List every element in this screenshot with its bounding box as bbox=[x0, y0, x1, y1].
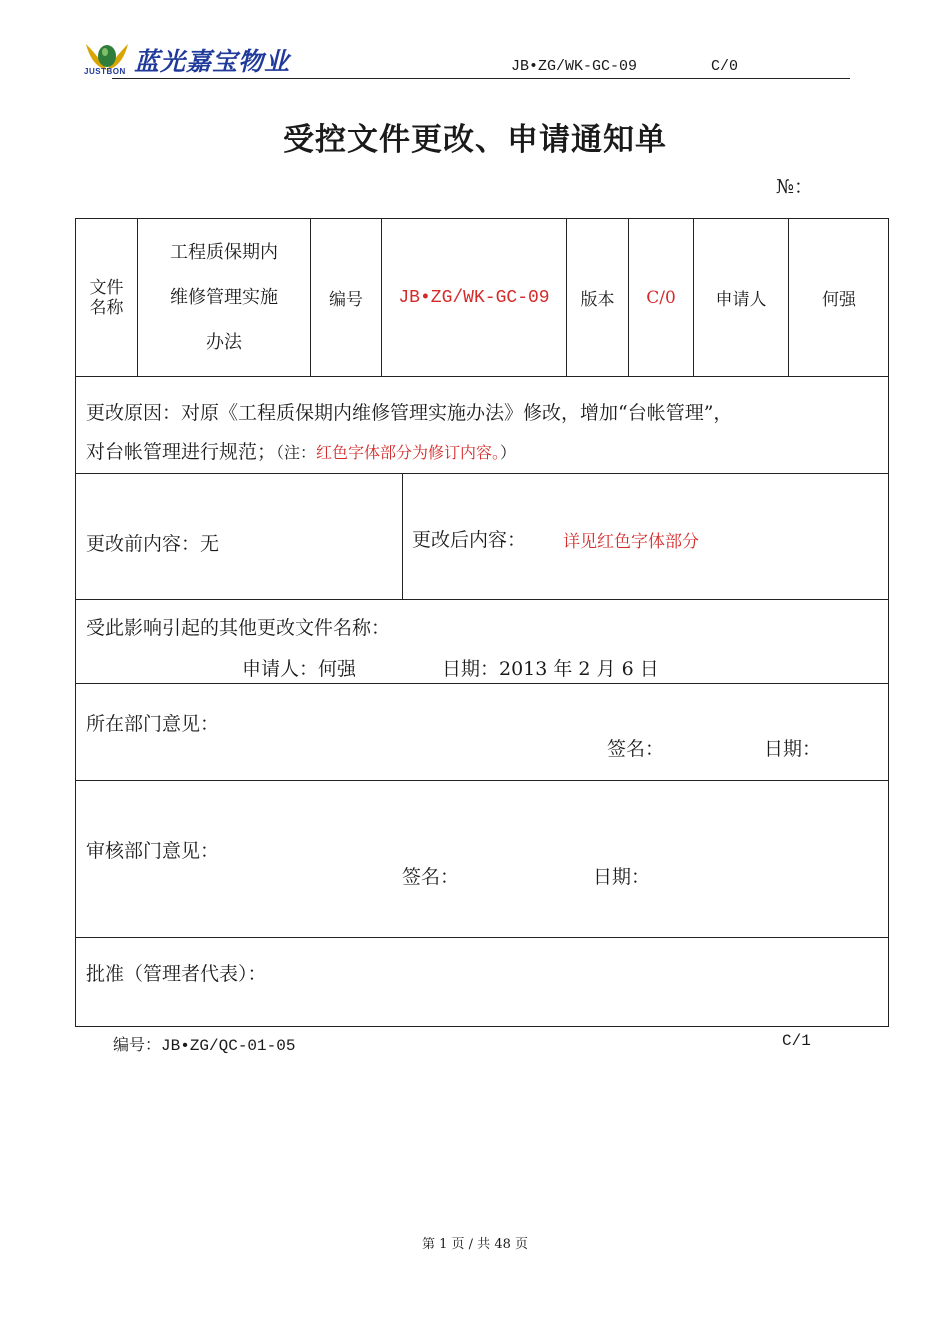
file-name-value-line: 办法 bbox=[206, 332, 242, 353]
review-opinion-label: 审核部门意见： bbox=[86, 840, 220, 862]
applicant-label: 申请人 bbox=[715, 290, 767, 310]
footer-code-value: JB•ZG/QC-01-05 bbox=[161, 1037, 296, 1055]
dept-signature-label: 签名： bbox=[607, 738, 665, 760]
content-before: 更改前内容：无 bbox=[86, 533, 220, 555]
footer-doc-code bbox=[113, 1032, 295, 1055]
revision-note-close: ） bbox=[500, 443, 517, 462]
row-divider bbox=[76, 376, 888, 377]
change-reason-text: 对台帐管理进行规范； bbox=[86, 441, 277, 463]
header-divider bbox=[112, 78, 850, 79]
file-name-value-line: 工程质保期内 bbox=[170, 242, 278, 263]
header-doc-code: JB•ZG/WK-GC-09 bbox=[511, 58, 638, 75]
affected-docs-label: 受此影响引起的其他更改文件名称： bbox=[86, 617, 391, 639]
applicant-signature: 申请人：何强 bbox=[242, 658, 357, 680]
dept-opinion-label: 所在部门意见： bbox=[86, 713, 220, 735]
row-divider bbox=[76, 683, 888, 684]
brand-name-en: JUSTBON bbox=[84, 67, 126, 76]
version-value: C/0 bbox=[646, 287, 676, 308]
number-label: №： bbox=[776, 176, 813, 198]
brand-name: 蓝光嘉宝物业 bbox=[134, 47, 291, 76]
file-name-label bbox=[76, 219, 137, 376]
apply-date: 日期：2013 年 2 月 6 日 bbox=[442, 658, 659, 680]
row-divider bbox=[76, 599, 888, 600]
content-after-label: 更改后内容： bbox=[412, 529, 527, 551]
change-reason-line: 更改原因：对原《工程质保期内维修管理实施办法》修改，增加“台帐管理”， bbox=[86, 402, 733, 424]
page-title: 受控文件更改、申请通知单 bbox=[283, 122, 667, 158]
col-divider bbox=[402, 473, 403, 599]
review-signature-label: 签名： bbox=[402, 866, 460, 888]
dept-date-label: 日期： bbox=[764, 738, 822, 760]
code-label: 编号 bbox=[329, 290, 363, 310]
row-divider bbox=[76, 780, 888, 781]
row-divider bbox=[76, 473, 888, 474]
change-request-form bbox=[75, 218, 889, 1027]
version-label: 版本 bbox=[580, 290, 615, 310]
header-doc-version: C/0 bbox=[711, 58, 739, 75]
content-after-value: 详见红色字体部分 bbox=[563, 532, 699, 552]
change-reason-line bbox=[86, 437, 516, 464]
row-divider bbox=[76, 937, 888, 938]
revision-note: 红色字体部分为修订内容。 bbox=[316, 443, 501, 462]
file-name-label-line: 文件 bbox=[89, 277, 124, 298]
footer-version: C/1 bbox=[782, 1032, 811, 1050]
applicant-value: 何强 bbox=[822, 290, 856, 310]
approval-label: 批准（管理者代表）： bbox=[86, 963, 267, 985]
page-number: 第 1 页 / 共 48 页 bbox=[422, 1237, 528, 1252]
footer-code-label: 编号： bbox=[113, 1035, 162, 1054]
code-value: JB•ZG/WK-GC-09 bbox=[398, 287, 550, 308]
review-date-label: 日期： bbox=[593, 866, 651, 888]
revision-note-open: （注： bbox=[276, 443, 317, 462]
file-name-value bbox=[138, 219, 310, 376]
file-name-value-line: 维修管理实施 bbox=[170, 287, 278, 308]
file-name-label-line: 名称 bbox=[89, 297, 124, 318]
